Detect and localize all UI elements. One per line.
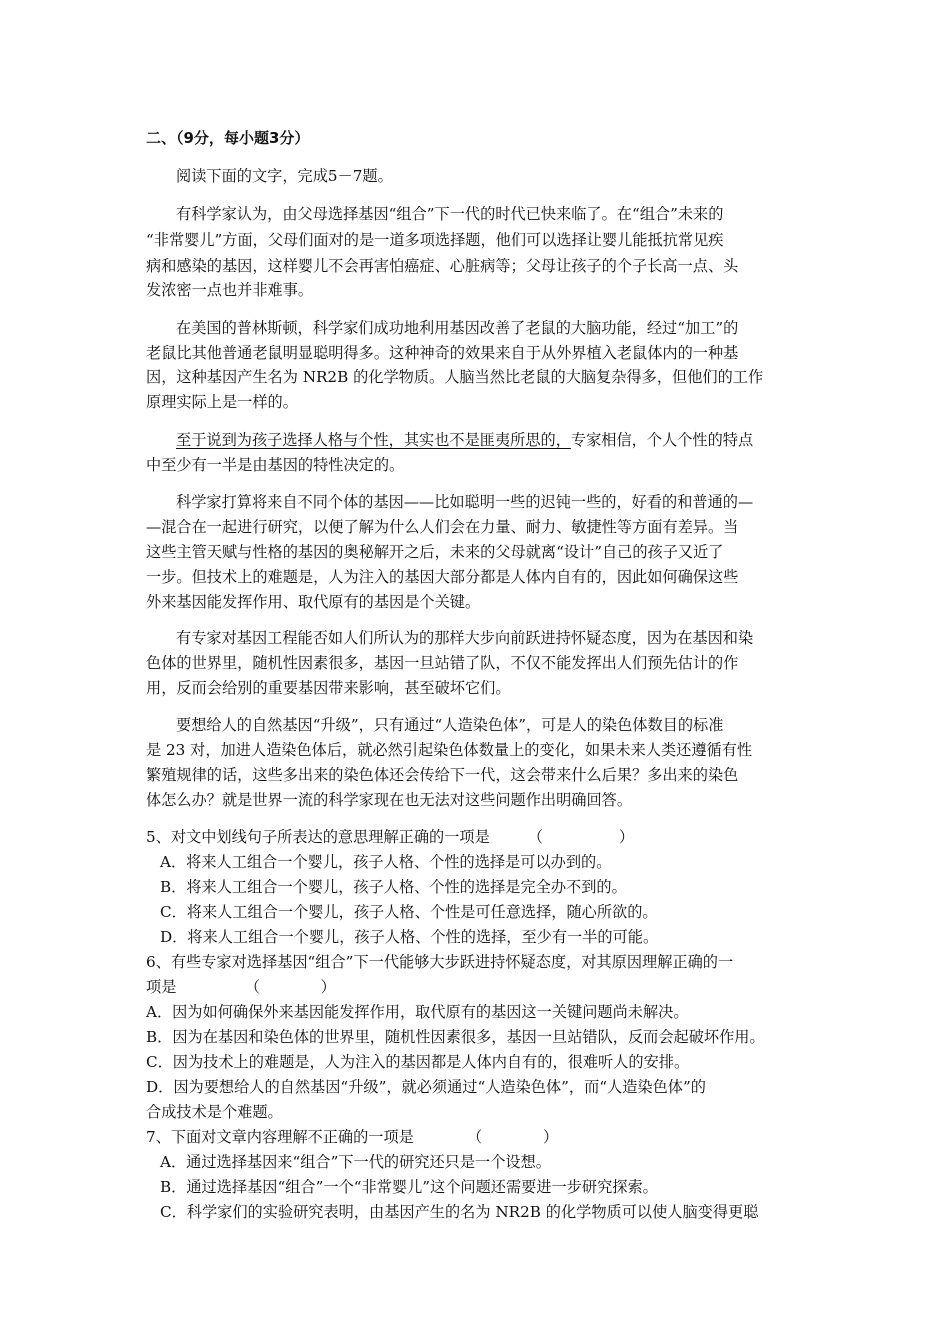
question-5-option-d: D．将来人工组合一个婴儿，孩子人格、个性的选择，至少有一半的可能。 [160, 928, 659, 946]
sentence-rest: 专家相信，个人个性的特点 [570, 431, 754, 449]
passage-line: 用，反而会给别的重要基因带来影响，甚至破坏它们。 [146, 679, 511, 697]
instruction: 阅读下面的文字，完成5－7题。 [176, 167, 393, 185]
passage-line: 有科学家认为，由父母选择基因“组合”下一代的时代已快来临了。在“组合”未来的 [176, 205, 724, 223]
passage-line: 病和感染的基因，这样婴儿不会再害怕癌症、心脏病等；父母让孩子的个子长高一点、头 [146, 257, 739, 275]
passage-line: 是 23 对，加进人造染色体后，就必然引起染色体数量上的变化，如果未来人类还遵循有性 [146, 741, 753, 759]
passage-line: 体怎么办？就是世界一流的科学家现在也无法对这些问题作出明确回答。 [146, 791, 632, 809]
passage-line: “非常婴儿”方面，父母们面对的是一道多项选择题，他们可以选择让婴儿能抵抗常见疾 [146, 231, 724, 249]
underlined-sentence: 至于说到为孩子选择人格与个性，其实也不是匪夷所思的， [176, 431, 571, 449]
passage-line: 有专家对基因工程能否如人们所认为的那样大步向前跃进持怀疑态度，因为在基因和染 [176, 629, 754, 647]
passage-line: 外来基因能发挥作用、取代原有的基因是个关键。 [146, 593, 481, 611]
passage-line: 老鼠比其他普通老鼠明显聪明得多。这种神奇的效果来自于从外界植入老鼠体内的一种基 [146, 344, 739, 362]
question-6-option-c: C．因为技术上的难题是，人为注入的基因都是人体内自有的，很难听人的安排。 [146, 1053, 690, 1071]
question-7-option-a: A．通过选择基因来“组合”下一代的研究还只是一个设想。 [160, 1153, 551, 1171]
passage-line: 因，这种基因产生名为 NR2B 的化学物质。人脑当然比老鼠的大脑复杂得多，但他们的工作 [146, 368, 764, 386]
question-6-stem: 6、有些专家对选择基因“组合”下一代能够大步跃进持怀疑态度，对其原因理解正确的一 [146, 953, 734, 971]
question-6-option-d-cont: 合成技术是个难题。 [146, 1103, 283, 1121]
question-5-option-b: B．将来人工组合一个婴儿，孩子人格、个性的选择是完全办不到的。 [160, 878, 627, 896]
passage-line: 发浓密一点也并非难事。 [146, 281, 314, 299]
question-5-stem: 5、对文中划线句子所表达的意思理解正确的一项是 （ ） [146, 828, 635, 846]
question-6-stem-cont: 项是 （ ） [146, 978, 336, 996]
section-heading: 二、（9分，每小题3分） [146, 129, 310, 147]
passage-line: 要想给人的自然基因“升级”，只有通过“人造染色体”，可是人的染色体数目的标准 [176, 716, 724, 734]
question-7-option-c: C．科学家们的实验研究表明，由基因产生的名为 NR2B 的化学物质可以使人脑变得更聪 [160, 1203, 759, 1221]
question-6-option-d: D．因为要想给人的自然基因“升级”，就必须通过“人造染色体”，而“人造染色体”的 [146, 1078, 706, 1096]
passage-line: 色体的世界里，随机性因素很多，基因一旦站错了队，不仅不能发挥出人们预先估计的作 [146, 654, 739, 672]
question-6-option-a: A．因为如何确保外来基因能发挥作用，取代原有的基因这一关键问题尚未解决。 [146, 1003, 689, 1021]
passage-line: 这些主管天赋与性格的基因的奥秘解开之后，未来的父母就离“设计”自己的孩子又近了 [146, 543, 724, 561]
passage-line: 一步。但技术上的难题是，人为注入的基因大部分都是人体内自有的，因此如何确保这些 [146, 568, 739, 586]
passage-line: 在美国的普林斯顿，科学家们成功地利用基因改善了老鼠的大脑功能，经过“加工”的 [176, 319, 739, 337]
passage-line: —混合在一起进行研究，以便了解为什么人们会在力量、耐力、敏捷性等方面有差异。当 [146, 518, 739, 536]
passage-line-underlined [176, 430, 753, 450]
question-7-stem: 7、下面对文章内容理解不正确的一项是 （ ） [146, 1128, 559, 1146]
question-6-option-b: B．因为在基因和染色体的世界里，随机性因素很多，基因一旦站错队，反而会起破坏作用。 [146, 1028, 765, 1046]
passage-line: 中至少有一半是由基因的特性决定的。 [146, 456, 405, 474]
passage-line: 科学家打算将来自不同个体的基因——比如聪明一些的迟钝一些的，好看的和普通的— [176, 493, 754, 511]
question-7-option-b: B．通过选择基因“组合”一个“非常婴儿”这个问题还需要进一步研究探索。 [160, 1178, 658, 1196]
passage-line: 原理实际上是一样的。 [146, 393, 298, 411]
passage-line: 繁殖规律的话，这些多出来的染色体还会传给下一代，这会带来什么后果？多出来的染色 [146, 766, 739, 784]
question-5-option-a: A．将来人工组合一个婴儿，孩子人格、个性的选择是可以办到的。 [160, 853, 612, 871]
question-5-option-c: C．将来人工组合一个婴儿，孩子人格、个性是可任意选择，随心所欲的。 [160, 903, 658, 921]
